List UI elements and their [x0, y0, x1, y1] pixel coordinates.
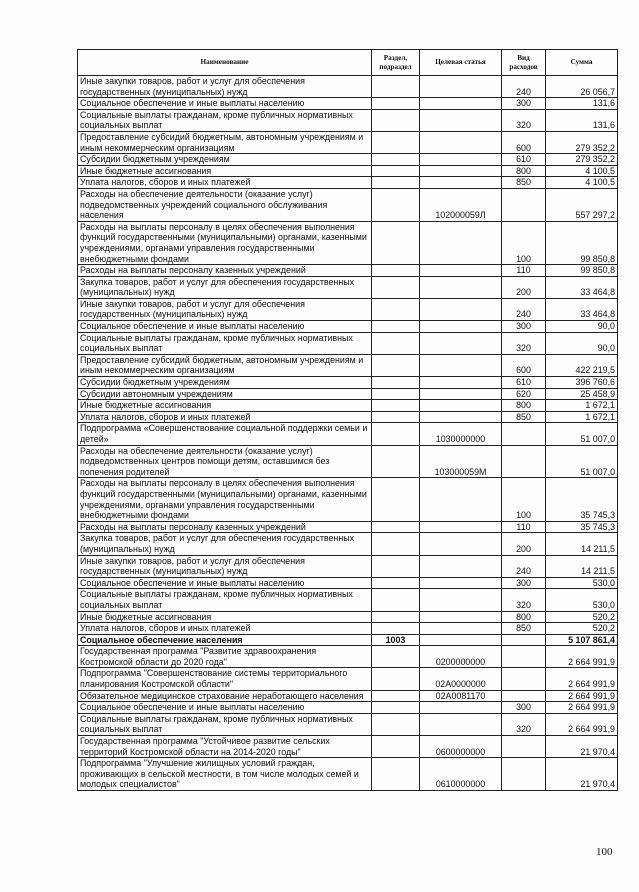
cell-razdel	[372, 321, 420, 333]
cell-target	[420, 533, 502, 555]
cell-name: Иные бюджетные ассигнования	[78, 400, 372, 412]
cell-vid	[502, 736, 546, 758]
cell-razdel	[372, 332, 420, 354]
cell-sum: 520,2	[546, 611, 618, 623]
table-row	[78, 611, 618, 623]
header-vid: Вид расходов	[502, 50, 546, 76]
cell-sum: 90,0	[546, 332, 618, 354]
cell-vid: 300	[502, 98, 546, 110]
cell-target: 02А0000000	[420, 668, 502, 690]
table-row	[78, 109, 618, 131]
cell-sum: 14 211,5	[546, 555, 618, 577]
table-row	[78, 154, 618, 166]
cell-razdel	[372, 76, 420, 98]
cell-sum: 557 297,2	[546, 188, 618, 221]
cell-vid: 610	[502, 154, 546, 166]
cell-vid: 850	[502, 177, 546, 189]
cell-name: Иные бюджетные ассигнования	[78, 165, 372, 177]
cell-name: Уплата налогов, сборов и иных платежей	[78, 411, 372, 423]
cell-target	[420, 221, 502, 264]
budget-table	[77, 49, 618, 791]
cell-name: Уплата налогов, сборов и иных платежей	[78, 177, 372, 189]
cell-sum: 99 850,8	[546, 221, 618, 264]
cell-target: 0600000000	[420, 736, 502, 758]
table-header-row	[78, 50, 618, 76]
cell-sum: 4 100,5	[546, 177, 618, 189]
cell-sum: 90,0	[546, 321, 618, 333]
cell-target	[420, 623, 502, 635]
cell-name: Социальное обеспечение и иные выплаты населению	[78, 321, 372, 333]
cell-name: Уплата налогов, сборов и иных платежей	[78, 623, 372, 635]
cell-name: Предоставление субсидий бюджетным, автономным учреждениям и иным некоммерческим организациям	[78, 131, 372, 153]
cell-sum: 51 007,0	[546, 445, 618, 478]
cell-name: Социальные выплаты гражданам, кроме публичных нормативных социальных выплат	[78, 589, 372, 611]
table-row	[78, 188, 618, 221]
cell-name: Государственная программа "Устойчивое развитие сельских территорий Костромской области на 2014-2020 годы"	[78, 736, 372, 758]
cell-name: Расходы на выплаты персоналу в целях обеспечения выполнения функций государственными (муниципальными) органами, казенными учреждениями, органами управления государственными внебюджетными фондами	[78, 221, 372, 264]
table-row	[78, 478, 618, 521]
cell-name: Социальные выплаты гражданам, кроме публичных нормативных социальных выплат	[78, 332, 372, 354]
table-body	[78, 76, 618, 791]
cell-razdel	[372, 354, 420, 376]
cell-target	[420, 332, 502, 354]
cell-target: 0200000000	[420, 646, 502, 668]
table-row	[78, 589, 618, 611]
cell-name: Субсидии бюджетным учреждениям	[78, 377, 372, 389]
table-row	[78, 265, 618, 277]
cell-target	[420, 611, 502, 623]
cell-target: 1030000000	[420, 423, 502, 445]
cell-sum: 14 211,5	[546, 533, 618, 555]
cell-vid: 610	[502, 377, 546, 389]
cell-target	[420, 521, 502, 533]
cell-name: Социальное обеспечение и иные выплаты населению	[78, 702, 372, 714]
table-row	[78, 623, 618, 635]
cell-target	[420, 634, 502, 646]
table-row	[78, 668, 618, 690]
cell-sum: 279 352,2	[546, 154, 618, 166]
cell-vid	[502, 646, 546, 668]
cell-razdel	[372, 736, 420, 758]
table-row	[78, 165, 618, 177]
cell-target	[420, 589, 502, 611]
cell-razdel	[372, 165, 420, 177]
table-row	[78, 377, 618, 389]
cell-razdel	[372, 690, 420, 702]
table-row	[78, 177, 618, 189]
table-row	[78, 445, 618, 478]
cell-target	[420, 154, 502, 166]
table-row	[78, 690, 618, 702]
cell-vid	[502, 668, 546, 690]
table-row	[78, 276, 618, 298]
cell-sum: 279 352,2	[546, 131, 618, 153]
cell-vid: 300	[502, 702, 546, 714]
cell-vid: 100	[502, 221, 546, 264]
page-number: 100	[596, 846, 613, 858]
cell-sum: 422 219,5	[546, 354, 618, 376]
cell-sum: 21 970,4	[546, 736, 618, 758]
cell-vid: 300	[502, 321, 546, 333]
cell-sum: 35 745,3	[546, 478, 618, 521]
cell-razdel	[372, 131, 420, 153]
table-row	[78, 423, 618, 445]
cell-razdel	[372, 555, 420, 577]
table-row	[78, 646, 618, 668]
table-row	[78, 388, 618, 400]
cell-razdel	[372, 188, 420, 221]
cell-name: Социальное обеспечение и иные выплаты населению	[78, 577, 372, 589]
cell-vid: 110	[502, 265, 546, 277]
cell-target	[420, 265, 502, 277]
cell-razdel	[372, 623, 420, 635]
cell-razdel	[372, 423, 420, 445]
cell-razdel	[372, 758, 420, 791]
cell-razdel	[372, 445, 420, 478]
cell-target	[420, 400, 502, 412]
cell-target	[420, 276, 502, 298]
cell-sum: 33 464,8	[546, 298, 618, 320]
cell-sum: 5 107 861,4	[546, 634, 618, 646]
cell-sum: 2 664 991,9	[546, 668, 618, 690]
cell-target: 0610000000	[420, 758, 502, 791]
cell-target	[420, 321, 502, 333]
table-row	[78, 533, 618, 555]
cell-vid	[502, 634, 546, 646]
table-row	[78, 577, 618, 589]
cell-sum: 131,6	[546, 98, 618, 110]
cell-vid	[502, 690, 546, 702]
cell-vid: 600	[502, 354, 546, 376]
header-name: Наименование	[78, 50, 372, 76]
cell-name: Социальные выплаты гражданам, кроме публичных нормативных социальных выплат	[78, 109, 372, 131]
cell-sum: 33 464,8	[546, 276, 618, 298]
cell-razdel	[372, 521, 420, 533]
cell-name: Расходы на обеспечение деятельности (оказание услуг) подведомственных центров помощи детям, оставшимся без попечения родителей	[78, 445, 372, 478]
table-row	[78, 332, 618, 354]
table-row	[78, 736, 618, 758]
cell-target	[420, 577, 502, 589]
cell-name: Иные закупки товаров, работ и услуг для обеспечения государственных (муниципальных) нужд	[78, 298, 372, 320]
cell-name: Социальные выплаты гражданам, кроме публичных нормативных социальных выплат	[78, 713, 372, 735]
cell-razdel	[372, 589, 420, 611]
table-row	[78, 555, 618, 577]
cell-razdel	[372, 221, 420, 264]
cell-vid: 850	[502, 623, 546, 635]
table-row	[78, 131, 618, 153]
cell-vid: 200	[502, 533, 546, 555]
cell-target	[420, 165, 502, 177]
header-sum: Сумма	[546, 50, 618, 76]
cell-razdel	[372, 400, 420, 412]
cell-sum: 26 056,7	[546, 76, 618, 98]
cell-name: Иные закупки товаров, работ и услуг для обеспечения государственных (муниципальных) нужд	[78, 555, 372, 577]
table-row	[78, 221, 618, 264]
cell-razdel	[372, 668, 420, 690]
cell-razdel: 1003	[372, 634, 420, 646]
table-row	[78, 98, 618, 110]
cell-vid: 320	[502, 713, 546, 735]
cell-target: 102000059Л	[420, 188, 502, 221]
cell-vid: 620	[502, 388, 546, 400]
cell-target	[420, 76, 502, 98]
table-row	[78, 76, 618, 98]
table-row	[78, 411, 618, 423]
cell-target	[420, 388, 502, 400]
cell-vid: 300	[502, 577, 546, 589]
cell-target	[420, 131, 502, 153]
cell-name: Расходы на выплаты персоналу в целях обеспечения выполнения функций государственными (муниципальными) органами, казенными учреждениями, органами управления государственными внебюджетными фондами	[78, 478, 372, 521]
cell-name: Субсидии бюджетным учреждениям	[78, 154, 372, 166]
cell-razdel	[372, 702, 420, 714]
cell-target	[420, 411, 502, 423]
cell-sum: 530,0	[546, 589, 618, 611]
cell-razdel	[372, 713, 420, 735]
cell-name: Предоставление субсидий бюджетным, автономным учреждениям и иным некоммерческим организациям	[78, 354, 372, 376]
cell-vid	[502, 188, 546, 221]
cell-razdel	[372, 276, 420, 298]
cell-name: Социальное обеспечение населения	[78, 634, 372, 646]
cell-name: Субсидии автономным учреждениям	[78, 388, 372, 400]
cell-name: Расходы на выплаты персоналу казенных учреждений	[78, 521, 372, 533]
cell-razdel	[372, 646, 420, 668]
table-row	[78, 354, 618, 376]
cell-target	[420, 555, 502, 577]
cell-target	[420, 298, 502, 320]
cell-vid	[502, 758, 546, 791]
cell-razdel	[372, 577, 420, 589]
cell-razdel	[372, 98, 420, 110]
table-row	[78, 298, 618, 320]
cell-name: Подпрограмма "Совершенствование системы территориального планирования Костромской области"	[78, 668, 372, 690]
cell-razdel	[372, 478, 420, 521]
cell-vid: 240	[502, 298, 546, 320]
cell-sum: 1 672,1	[546, 411, 618, 423]
cell-name: Закупка товаров, работ и услуг для обеспечения государственных (муниципальных) нужд	[78, 276, 372, 298]
cell-vid: 200	[502, 276, 546, 298]
cell-vid: 100	[502, 478, 546, 521]
cell-razdel	[372, 377, 420, 389]
cell-sum: 530,0	[546, 577, 618, 589]
cell-razdel	[372, 177, 420, 189]
cell-sum: 99 850,8	[546, 265, 618, 277]
cell-vid: 320	[502, 589, 546, 611]
table-row	[78, 702, 618, 714]
cell-sum: 25 458,9	[546, 388, 618, 400]
table-row	[78, 758, 618, 791]
cell-vid: 320	[502, 109, 546, 131]
header-razdel: Раздел, подраздел	[372, 50, 420, 76]
cell-vid: 850	[502, 411, 546, 423]
cell-target: 02А0081170	[420, 690, 502, 702]
cell-vid: 110	[502, 521, 546, 533]
cell-name: Расходы на выплаты персоналу казенных учреждений	[78, 265, 372, 277]
cell-sum: 1 672,1	[546, 400, 618, 412]
cell-target	[420, 109, 502, 131]
cell-sum: 4 100,5	[546, 165, 618, 177]
cell-razdel	[372, 265, 420, 277]
cell-razdel	[372, 411, 420, 423]
cell-sum: 2 664 991,9	[546, 690, 618, 702]
cell-target	[420, 354, 502, 376]
cell-target	[420, 98, 502, 110]
cell-vid: 240	[502, 76, 546, 98]
cell-razdel	[372, 388, 420, 400]
table-row	[78, 713, 618, 735]
cell-target: 103000059М	[420, 445, 502, 478]
cell-razdel	[372, 298, 420, 320]
cell-target	[420, 713, 502, 735]
cell-target	[420, 377, 502, 389]
cell-target	[420, 702, 502, 714]
cell-razdel	[372, 154, 420, 166]
cell-sum: 21 970,4	[546, 758, 618, 791]
cell-name: Расходы на обеспечение деятельности (оказание услуг) подведомственных учреждений социального обслуживания населения	[78, 188, 372, 221]
cell-name: Обязательное медицинское страхование неработающего населения	[78, 690, 372, 702]
cell-vid	[502, 423, 546, 445]
cell-vid: 800	[502, 400, 546, 412]
table-row	[78, 321, 618, 333]
cell-sum: 396 760,6	[546, 377, 618, 389]
cell-vid: 600	[502, 131, 546, 153]
cell-razdel	[372, 109, 420, 131]
header-target: Целевая статья	[420, 50, 502, 76]
cell-vid	[502, 445, 546, 478]
cell-vid: 320	[502, 332, 546, 354]
cell-name: Государственная программа "Развитие здравоохранения Костромской области до 2020 года"	[78, 646, 372, 668]
cell-sum: 520,2	[546, 623, 618, 635]
cell-vid: 800	[502, 165, 546, 177]
cell-name: Закупка товаров, работ и услуг для обеспечения государственных (муниципальных) нужд	[78, 533, 372, 555]
cell-razdel	[372, 611, 420, 623]
cell-sum: 2 664 991,9	[546, 713, 618, 735]
cell-name: Подпрограмма «Совершенствование социальной поддержки семьи и детей»	[78, 423, 372, 445]
cell-vid: 240	[502, 555, 546, 577]
cell-name: Социальное обеспечение и иные выплаты населению	[78, 98, 372, 110]
cell-razdel	[372, 533, 420, 555]
cell-sum: 131,6	[546, 109, 618, 131]
cell-name: Иные бюджетные ассигнования	[78, 611, 372, 623]
cell-target	[420, 177, 502, 189]
cell-sum: 2 664 991,9	[546, 646, 618, 668]
table-row	[78, 634, 618, 646]
cell-target	[420, 478, 502, 521]
cell-sum: 51 007,0	[546, 423, 618, 445]
cell-sum: 2 664 991,9	[546, 702, 618, 714]
cell-sum: 35 745,3	[546, 521, 618, 533]
cell-name: Иные закупки товаров, работ и услуг для обеспечения государственных (муниципальных) нужд	[78, 76, 372, 98]
table-row	[78, 521, 618, 533]
cell-name: Подпрограмма "Улучшение жилищных условий граждан, проживающих в сельской местности, в том числе молодых семей и молодых специалистов"	[78, 758, 372, 791]
table-row	[78, 400, 618, 412]
cell-vid: 800	[502, 611, 546, 623]
